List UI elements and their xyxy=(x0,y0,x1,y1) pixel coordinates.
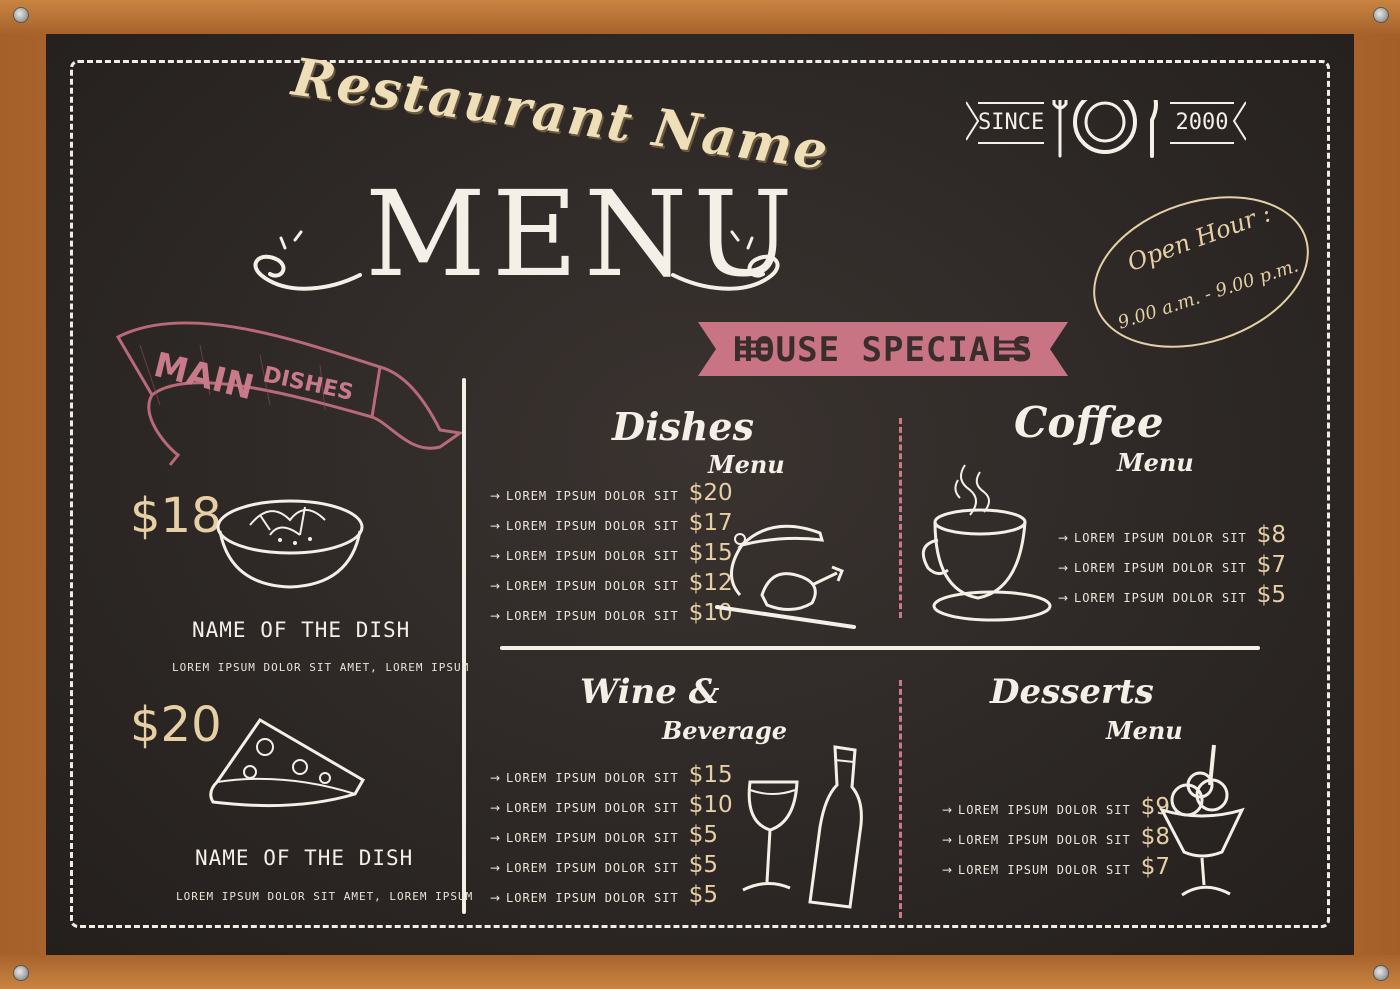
menu-item-label: LOREM IPSUM DOLOR SIT xyxy=(506,519,679,533)
menu-item-row xyxy=(490,600,733,630)
frame-top-rail xyxy=(0,0,1400,34)
menu-item-label: LOREM IPSUM DOLOR SIT xyxy=(958,833,1131,847)
arrow-icon: → xyxy=(490,831,501,845)
coffee-list xyxy=(1058,522,1286,612)
arrow-icon: → xyxy=(490,609,501,623)
menu-item-price: $5 xyxy=(688,822,718,848)
since-label: SINCE xyxy=(978,102,1044,144)
house-specials-title: HOUSE SPECIALS xyxy=(732,330,1034,370)
arrow-icon: → xyxy=(490,801,501,815)
arrow-icon: → xyxy=(490,891,501,905)
menu-item-label: LOREM IPSUM DOLOR SIT xyxy=(506,831,679,845)
main-dish-1-price: $18 xyxy=(130,488,222,544)
menu-item-price: $20 xyxy=(688,480,733,506)
main-dishes-word-1: MAIN xyxy=(149,344,258,409)
menu-item-row xyxy=(490,882,733,912)
since-badge xyxy=(966,100,1246,160)
right-swirl-icon xyxy=(668,230,793,300)
menu-item-price: $10 xyxy=(688,792,733,818)
menu-item-row xyxy=(490,792,733,822)
dishes-subtitle: Menu xyxy=(708,450,785,479)
menu-item-label: LOREM IPSUM DOLOR SIT xyxy=(1074,561,1247,575)
screw-icon xyxy=(1373,7,1389,23)
menu-item-price: $7 xyxy=(1140,854,1170,880)
menu-item-price: $9 xyxy=(1140,794,1170,820)
screw-icon xyxy=(13,965,29,981)
since-year: 2000 xyxy=(1170,102,1234,144)
arrow-icon: → xyxy=(1058,591,1069,605)
menu-item-label: LOREM IPSUM DOLOR SIT xyxy=(506,801,679,815)
menu-item-price: $5 xyxy=(688,882,718,908)
main-dish-2-desc: LOREM IPSUM DOLOR SIT AMET, LOREM IPSUM xyxy=(176,890,474,903)
menu-item-label: LOREM IPSUM DOLOR SIT xyxy=(506,771,679,785)
menu-item-row xyxy=(490,762,733,792)
main-vertical-divider xyxy=(462,378,466,914)
wine-glass-bottle-icon xyxy=(735,742,870,912)
main-dish-2-price: $20 xyxy=(130,697,222,753)
main-horizontal-divider xyxy=(500,646,1260,650)
menu-item-row xyxy=(490,510,733,540)
menu-item-row xyxy=(1058,552,1286,582)
left-swirl-icon xyxy=(240,230,365,300)
arrow-icon: → xyxy=(490,519,501,533)
menu-item-price: $15 xyxy=(688,762,733,788)
coffee-subtitle: Menu xyxy=(1117,448,1194,477)
wine-list xyxy=(490,762,733,912)
dashed-divider-bottom xyxy=(899,680,902,918)
desserts-title: Desserts xyxy=(990,672,1154,712)
menu-item-price: $8 xyxy=(1140,824,1170,850)
arrow-icon: → xyxy=(942,803,953,817)
menu-item-label: LOREM IPSUM DOLOR SIT xyxy=(1074,531,1247,545)
main-dish-2-name: NAME OF THE DISH xyxy=(195,846,414,870)
desserts-subtitle: Menu xyxy=(1106,716,1183,745)
arrow-icon: → xyxy=(490,861,501,875)
open-hours-badge xyxy=(1088,186,1314,354)
main-dishes-ribbon xyxy=(110,305,470,475)
desserts-list xyxy=(942,794,1170,884)
dishes-title: Dishes xyxy=(612,404,754,449)
arrow-icon: → xyxy=(1058,531,1069,545)
menu-item-row xyxy=(942,824,1170,854)
arrow-icon: → xyxy=(942,833,953,847)
bowl-icon xyxy=(210,495,370,595)
cloche-chicken-icon xyxy=(712,515,862,635)
coffee-cup-icon xyxy=(920,460,1055,630)
ice-cream-sundae-icon xyxy=(1152,740,1252,905)
menu-item-label: LOREM IPSUM DOLOR SIT xyxy=(506,549,679,563)
pizza-slice-icon xyxy=(205,712,370,817)
arrow-icon: → xyxy=(490,489,501,503)
arrow-icon: → xyxy=(1058,561,1069,575)
dishes-list xyxy=(490,480,733,630)
arrow-icon: → xyxy=(490,549,501,563)
main-dishes-word-2: DISHES xyxy=(260,362,356,406)
arrow-icon: → xyxy=(490,579,501,593)
menu-item-row xyxy=(490,822,733,852)
menu-item-price: $15 xyxy=(688,540,733,566)
menu-item-price: $5 xyxy=(1256,582,1286,608)
menu-item-row xyxy=(1058,582,1286,612)
menu-item-label: LOREM IPSUM DOLOR SIT xyxy=(958,863,1131,877)
main-dish-1-desc: LOREM IPSUM DOLOR SIT AMET, LOREM IPSUM xyxy=(172,661,470,674)
menu-item-label: LOREM IPSUM DOLOR SIT xyxy=(506,579,679,593)
menu-item-price: $5 xyxy=(688,852,718,878)
frame-bottom-rail xyxy=(0,955,1400,989)
menu-item-price: $17 xyxy=(688,510,733,536)
menu-item-label: LOREM IPSUM DOLOR SIT xyxy=(506,609,679,623)
arrow-icon: → xyxy=(490,771,501,785)
coffee-title: Coffee xyxy=(1014,398,1164,447)
menu-item-price: $8 xyxy=(1256,522,1286,548)
menu-title: MENU xyxy=(365,165,799,303)
main-dish-1-name: NAME OF THE DISH xyxy=(192,618,411,642)
arrow-icon: → xyxy=(942,863,953,877)
menu-item-row xyxy=(942,794,1170,824)
menu-item-row xyxy=(490,852,733,882)
menu-item-label: LOREM IPSUM DOLOR SIT xyxy=(506,861,679,875)
menu-item-row xyxy=(1058,522,1286,552)
restaurant-name: Restaurant Name xyxy=(288,46,834,183)
screw-icon xyxy=(13,7,29,23)
screw-icon xyxy=(1373,965,1389,981)
menu-item-row xyxy=(490,480,733,510)
menu-item-row xyxy=(490,570,733,600)
wine-title: Wine & xyxy=(580,672,720,712)
open-hours-label: Open Hour : xyxy=(1123,199,1275,277)
menu-item-row xyxy=(490,540,733,570)
menu-item-label: LOREM IPSUM DOLOR SIT xyxy=(506,489,679,503)
menu-item-price: $12 xyxy=(688,570,733,596)
menu-item-label: LOREM IPSUM DOLOR SIT xyxy=(1074,591,1247,605)
wine-subtitle: Beverage xyxy=(662,716,788,745)
menu-item-price: $7 xyxy=(1256,552,1286,578)
dashed-divider-top xyxy=(899,418,902,618)
menu-item-price: $10 xyxy=(688,600,733,626)
menu-item-label: LOREM IPSUM DOLOR SIT xyxy=(506,891,679,905)
menu-item-label: LOREM IPSUM DOLOR SIT xyxy=(958,803,1131,817)
open-hours-value: 9.00 a.m. - 9.00 p.m. xyxy=(1115,255,1302,334)
menu-item-row xyxy=(942,854,1170,884)
